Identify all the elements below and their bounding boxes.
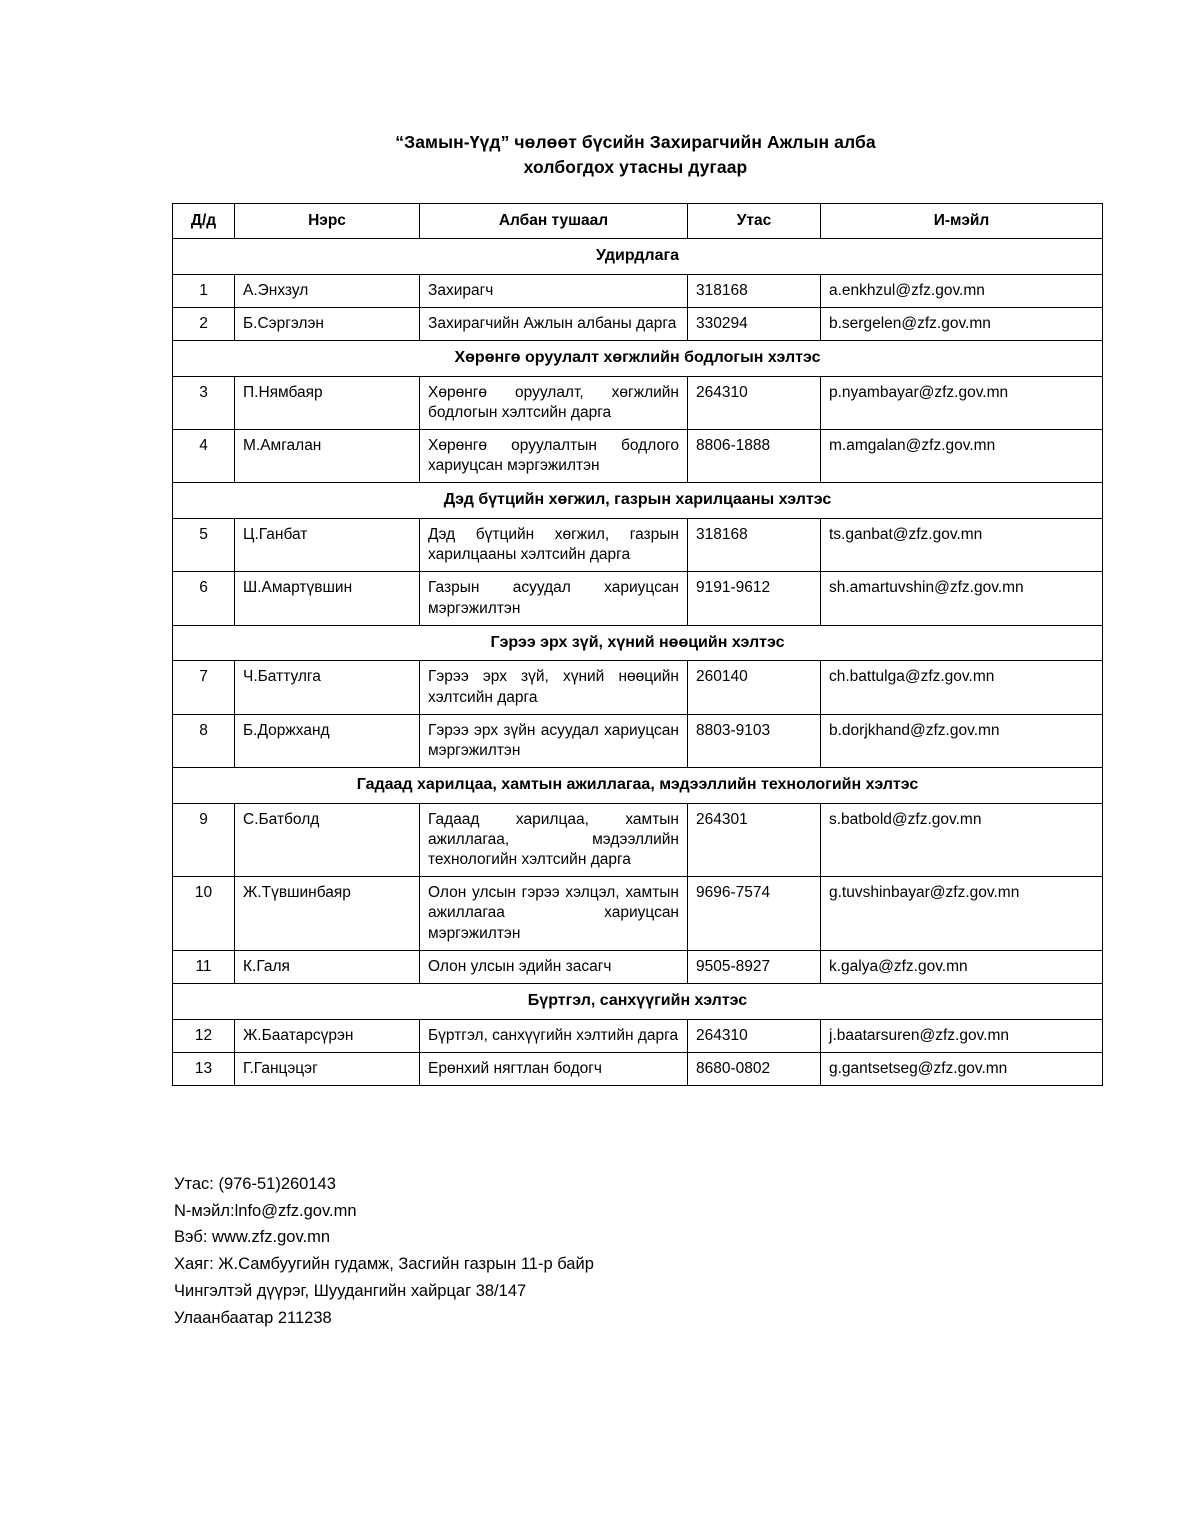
section-header-row: [173, 625, 1103, 661]
cell-email: ts.ganbat@zfz.gov.mn: [821, 519, 1103, 572]
cell-position: Гадаад харилцаа, хамтын ажиллагаа, мэдээллийн технологийн хэлтсийн дарга: [420, 803, 688, 876]
table-row: [173, 1052, 1103, 1085]
cell-email: sh.amartuvshin@zfz.gov.mn: [821, 572, 1103, 625]
cell-phone: 318168: [688, 519, 821, 572]
section-header-row: [173, 238, 1103, 274]
cell-index: 5: [173, 519, 235, 572]
column-header-email: И-мэйл: [821, 203, 1103, 238]
cell-name: Б.Доржханд: [235, 714, 420, 767]
cell-name: Ц.Ганбат: [235, 519, 420, 572]
cell-position: Захирагч: [420, 274, 688, 307]
section-header-row: [173, 483, 1103, 519]
cell-name: Ч.Баттулга: [235, 661, 420, 714]
cell-position: Дэд бүтцийн хөгжил, газрын харилцааны хэлтсийн дарга: [420, 519, 688, 572]
column-header-phone: Утас: [688, 203, 821, 238]
cell-index: 2: [173, 307, 235, 340]
cell-position: Газрын асуудал хариуцсан мэргэжилтэн: [420, 572, 688, 625]
cell-position: Захирагчийн Ажлын албаны дарга: [420, 307, 688, 340]
cell-email: a.enkhzul@zfz.gov.mn: [821, 274, 1103, 307]
table-row: [173, 307, 1103, 340]
cell-position: Ерөнхий нягтлан бодогч: [420, 1052, 688, 1085]
cell-email: g.tuvshinbayar@zfz.gov.mn: [821, 877, 1103, 950]
cell-position: Олон улсын эдийн засагч: [420, 950, 688, 983]
cell-phone: 8806-1888: [688, 430, 821, 483]
cell-phone: 9696-7574: [688, 877, 821, 950]
cell-email: j.baatarsuren@zfz.gov.mn: [821, 1019, 1103, 1052]
cell-index: 12: [173, 1019, 235, 1052]
table-row: [173, 274, 1103, 307]
section-label: Бүртгэл, санхүүгийн хэлтэс: [173, 983, 1103, 1019]
cell-phone: 9191-9612: [688, 572, 821, 625]
section-label: Удирдлага: [173, 238, 1103, 274]
cell-phone: 264310: [688, 376, 821, 429]
cell-position: Гэрээ эрх зүй, хүний нөөцийн хэлтсийн дарга: [420, 661, 688, 714]
section-label: Гэрээ эрх зүй, хүний нөөцийн хэлтэс: [173, 625, 1103, 661]
title-line-1: “Замын-Үүд” чөлөөт бүсийн Захирагчийн Ажлын алба: [395, 132, 876, 152]
table-row: [173, 877, 1103, 950]
cell-name: Ж.Түвшинбаяр: [235, 877, 420, 950]
column-header-position: Албан тушаал: [420, 203, 688, 238]
cell-email: g.gantsetseg@zfz.gov.mn: [821, 1052, 1103, 1085]
cell-name: М.Амгалан: [235, 430, 420, 483]
title-line-2: холбогдох утасны дугаар: [523, 157, 748, 178]
cell-name: Б.Сэргэлэн: [235, 307, 420, 340]
cell-email: s.batbold@zfz.gov.mn: [821, 803, 1103, 876]
column-header-name: Нэрс: [235, 203, 420, 238]
cell-position: Олон улсын гэрээ хэлцэл, хамтын ажиллагаа хариуцсан мэргэжилтэн: [420, 877, 688, 950]
cell-phone: 9505-8927: [688, 950, 821, 983]
cell-index: 8: [173, 714, 235, 767]
footer-email: N-мэйл:lnfo@zfz.gov.mn: [174, 1201, 357, 1220]
cell-email: ch.battulga@zfz.gov.mn: [821, 661, 1103, 714]
column-header-index: Д/д: [173, 203, 235, 238]
page-title: [172, 130, 1099, 181]
section-label: Гадаад харилцаа, хамтын ажиллагаа, мэдээллийн технологийн хэлтэс: [173, 768, 1103, 804]
cell-index: 1: [173, 274, 235, 307]
table-row: [173, 950, 1103, 983]
cell-phone: 8803-9103: [688, 714, 821, 767]
cell-phone: 264301: [688, 803, 821, 876]
cell-name: Ж.Баатарсүрэн: [235, 1019, 420, 1052]
table-row: [173, 714, 1103, 767]
cell-position: Хөрөнгө оруулалтын бодлого хариуцсан мэргэжилтэн: [420, 430, 688, 483]
cell-position: Гэрээ эрх зүйн асуудал хариуцсан мэргэжилтэн: [420, 714, 688, 767]
cell-index: 3: [173, 376, 235, 429]
section-header-row: [173, 983, 1103, 1019]
cell-name: А.Энхзул: [235, 274, 420, 307]
cell-position: Хөрөнгө оруулалт, хөгжлийн бодлогын хэлтсийн дарга: [420, 376, 688, 429]
cell-position: Бүртгэл, санхүүгийн хэлтийн дарга: [420, 1019, 688, 1052]
cell-phone: 330294: [688, 307, 821, 340]
table-row: [173, 1019, 1103, 1052]
section-header-row: [173, 768, 1103, 804]
table-row: [173, 430, 1103, 483]
cell-email: p.nyambayar@zfz.gov.mn: [821, 376, 1103, 429]
cell-name: Г.Ганцэцэг: [235, 1052, 420, 1085]
cell-phone: 8680-0802: [688, 1052, 821, 1085]
cell-name: К.Галя: [235, 950, 420, 983]
cell-index: 7: [173, 661, 235, 714]
cell-phone: 318168: [688, 274, 821, 307]
contact-footer: [172, 1171, 1099, 1331]
footer-address-line-2: Чингэлтэй дүүрэг, Шуудангийн хайрцаг 38/147: [174, 1281, 527, 1300]
cell-email: b.sergelen@zfz.gov.mn: [821, 307, 1103, 340]
table-row: [173, 661, 1103, 714]
table-header-row: [173, 203, 1103, 238]
cell-index: 4: [173, 430, 235, 483]
contacts-table: [172, 203, 1103, 1086]
cell-email: k.galya@zfz.gov.mn: [821, 950, 1103, 983]
cell-name: П.Нямбаяр: [235, 376, 420, 429]
cell-phone: 260140: [688, 661, 821, 714]
footer-address-line-1: Хаяг: Ж.Самбуугийн гудамж, Засгийн газрын 11-р байр: [174, 1255, 594, 1274]
cell-name: Ш.Амартүвшин: [235, 572, 420, 625]
cell-index: 6: [173, 572, 235, 625]
section-header-row: [173, 340, 1103, 376]
cell-index: 11: [173, 950, 235, 983]
footer-address-line-3: Улаанбаатар 211238: [174, 1308, 332, 1327]
cell-email: b.dorjkhand@zfz.gov.mn: [821, 714, 1103, 767]
footer-phone: Утас: (976-51)260143: [174, 1174, 336, 1193]
section-label: Хөрөнгө оруулалт хөгжлийн бодлогын хэлтэс: [173, 340, 1103, 376]
cell-index: 10: [173, 877, 235, 950]
table-row: [173, 572, 1103, 625]
section-label: Дэд бүтцийн хөгжил, газрын харилцааны хэлтэс: [173, 483, 1103, 519]
table-row: [173, 376, 1103, 429]
table-row: [173, 803, 1103, 876]
cell-index: 9: [173, 803, 235, 876]
cell-name: С.Батболд: [235, 803, 420, 876]
table-row: [173, 519, 1103, 572]
cell-phone: 264310: [688, 1019, 821, 1052]
cell-index: 13: [173, 1052, 235, 1085]
footer-web: Вэб: www.zfz.gov.mn: [174, 1228, 331, 1247]
cell-email: m.amgalan@zfz.gov.mn: [821, 430, 1103, 483]
